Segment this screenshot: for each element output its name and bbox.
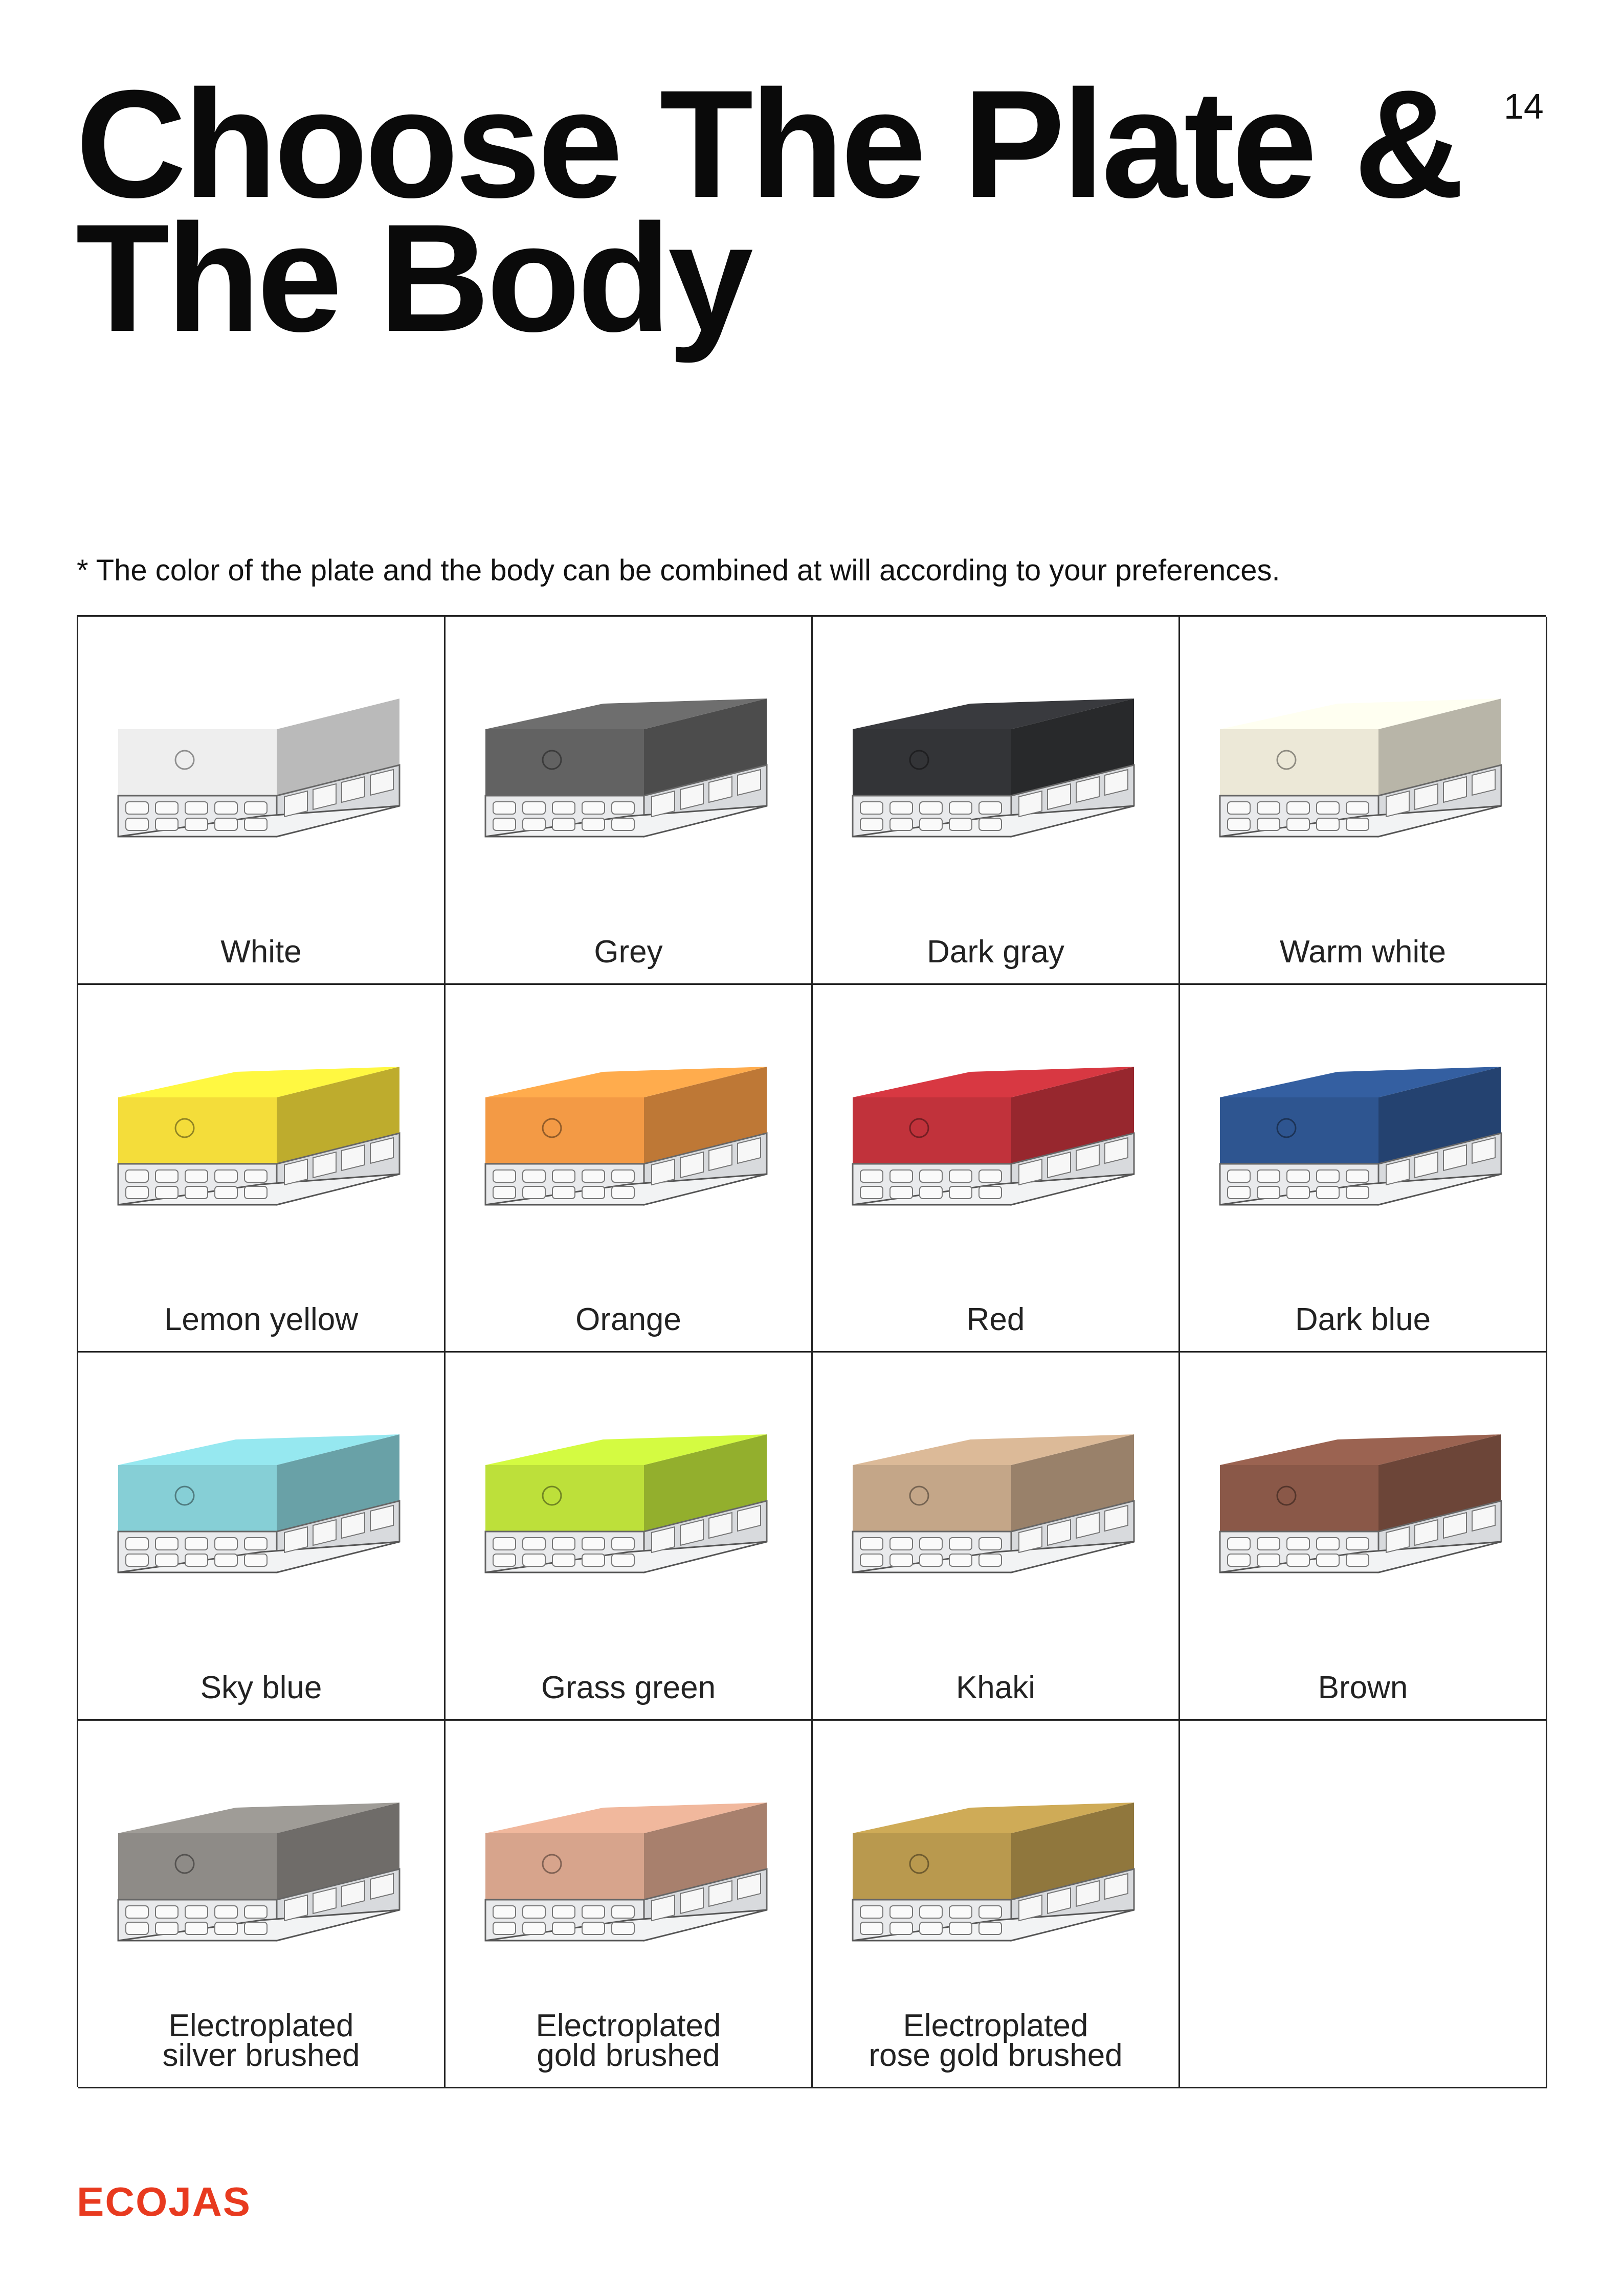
combination-note: * The color of the plate and the body can be combined at will according to your preferences.: [77, 554, 1280, 587]
color-option-cell: [78, 1353, 446, 1721]
color-option-label: Sky blue: [200, 1670, 322, 1705]
downlight-fixture-image: [108, 1399, 415, 1624]
page-title-line-1: Choose The Plate &: [76, 58, 1462, 230]
downlight-fixture-image: [1210, 663, 1517, 888]
downlight-fixture-image: [108, 1031, 415, 1256]
color-option-cell: [78, 617, 446, 985]
color-option-cell: [446, 1353, 813, 1721]
color-option-cell: [813, 617, 1180, 985]
downlight-fixture-image: [842, 663, 1149, 888]
page-title: [76, 58, 1462, 364]
page-title-line-2: The Body: [76, 192, 750, 364]
color-option-label: Red: [966, 1302, 1025, 1337]
color-option-label: Grass green: [541, 1670, 716, 1705]
color-option-cell: [446, 1721, 813, 2089]
color-option-label: Electroplated silver brushed: [162, 2008, 360, 2073]
downlight-fixture-image: [475, 1031, 782, 1256]
color-option-label: Brown: [1318, 1670, 1408, 1705]
color-grid: [77, 615, 1546, 2087]
color-option-label: Orange: [575, 1302, 681, 1337]
color-option-label: Electroplated rose gold brushed: [869, 2008, 1123, 2073]
downlight-fixture-image: [842, 1031, 1149, 1256]
downlight-fixture-image: [108, 663, 415, 888]
color-option-cell: [446, 985, 813, 1353]
color-option-cell: [1180, 617, 1547, 985]
color-option-cell: [78, 985, 446, 1353]
empty-cell: [1180, 1721, 1547, 2089]
color-option-label: Dark blue: [1295, 1302, 1431, 1337]
color-option-cell: [78, 1721, 446, 2089]
color-option-cell: [446, 617, 813, 985]
downlight-fixture-image: [1210, 1031, 1517, 1256]
downlight-fixture-image: [842, 1399, 1149, 1624]
color-option-label: Warm white: [1280, 934, 1446, 970]
downlight-fixture-image: [475, 663, 782, 888]
color-option-cell: [813, 1721, 1180, 2089]
downlight-fixture-image: [108, 1767, 415, 1992]
downlight-fixture-image: [842, 1767, 1149, 1992]
color-option-cell: [1180, 1353, 1547, 1721]
downlight-fixture-image: [475, 1399, 782, 1624]
brand-logo: ECOJAS: [77, 2179, 251, 2224]
downlight-fixture-image: [475, 1767, 782, 1992]
color-option-label: White: [220, 934, 302, 970]
color-option-label: Lemon yellow: [164, 1302, 359, 1337]
color-option-label: Dark gray: [927, 934, 1064, 970]
color-option-cell: [813, 985, 1180, 1353]
color-option-label: Grey: [594, 934, 663, 970]
downlight-fixture-image: [1210, 1399, 1517, 1624]
color-option-label: Electroplated gold brushed: [536, 2008, 721, 2073]
color-option-cell: [1180, 985, 1547, 1353]
color-option-label: Khaki: [955, 1670, 1036, 1705]
page-number: 14: [1504, 86, 1544, 126]
color-option-cell: [813, 1353, 1180, 1721]
